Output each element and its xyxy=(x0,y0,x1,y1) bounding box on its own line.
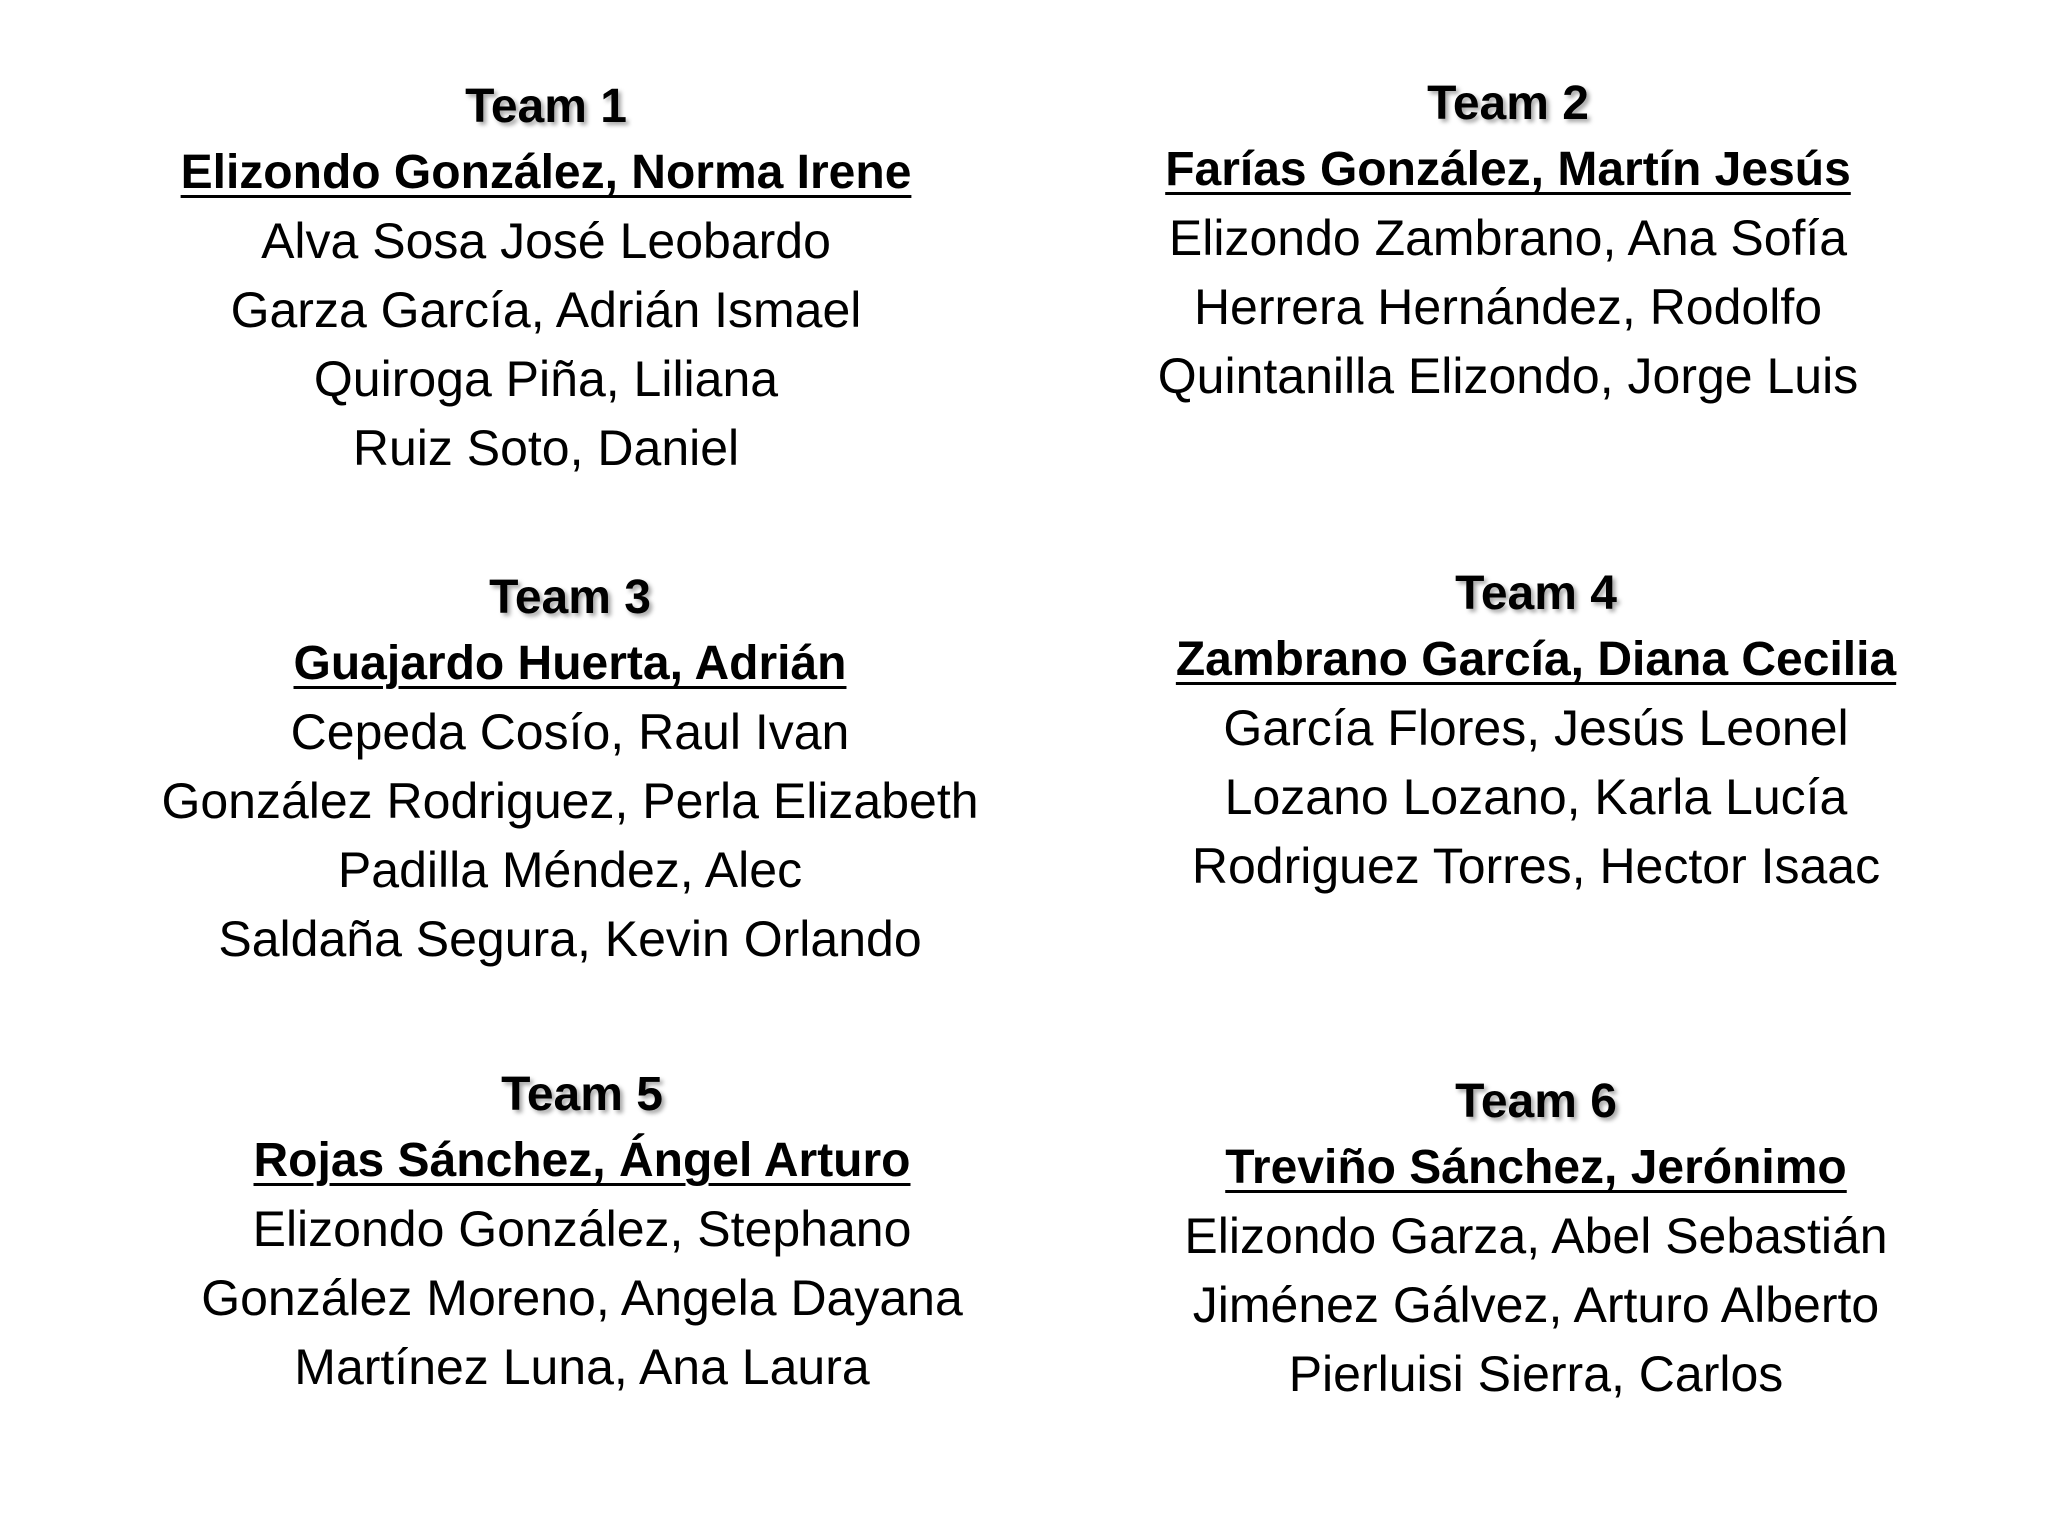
team-member: Quintanilla Elizondo, Jorge Luis xyxy=(1157,348,1859,404)
team-member: Martínez Luna, Ana Laura xyxy=(294,1339,870,1395)
team-title: Team 5 xyxy=(501,1068,663,1121)
team-member: Jiménez Gálvez, Arturo Alberto xyxy=(1192,1277,1880,1333)
team-member: Cepeda Cosío, Raul Ivan xyxy=(290,704,850,760)
team-title: Team 6 xyxy=(1455,1075,1617,1128)
team-member: González Moreno, Angela Dayana xyxy=(201,1270,963,1326)
team-member: Garza García, Adrián Ismael xyxy=(230,282,862,338)
team-member: Rodriguez Torres, Hector Isaac xyxy=(1191,838,1881,894)
team-member: Alva Sosa José Leobardo xyxy=(261,213,831,269)
team-member: Padilla Méndez, Alec xyxy=(337,842,803,898)
team-5-block xyxy=(132,1063,1032,1402)
team-member: Ruiz Soto, Daniel xyxy=(352,420,740,476)
team-title: Team 4 xyxy=(1455,567,1617,620)
team-member: Saldaña Segura, Kevin Orlando xyxy=(218,911,922,967)
team-4-block xyxy=(1086,562,1986,901)
team-leader: Rojas Sánchez, Ángel Arturo xyxy=(253,1134,911,1187)
team-leader: Guajardo Huerta, Adrián xyxy=(293,637,847,690)
team-1-block xyxy=(96,75,996,483)
team-member: Herrera Hernández, Rodolfo xyxy=(1193,279,1823,335)
team-title: Team 1 xyxy=(465,80,627,133)
team-6-block xyxy=(1086,1070,1986,1409)
team-member: Elizondo González, Stephano xyxy=(252,1201,912,1257)
team-leader: Elizondo González, Norma Irene xyxy=(180,146,912,199)
team-member: García Flores, Jesús Leonel xyxy=(1223,700,1849,756)
team-member: Quiroga Piña, Liliana xyxy=(313,351,779,407)
team-2-block xyxy=(1058,72,1958,411)
team-member: Pierluisi Sierra, Carlos xyxy=(1288,1346,1784,1402)
team-3-block xyxy=(120,566,1020,974)
team-leader: Treviño Sánchez, Jerónimo xyxy=(1225,1141,1847,1194)
team-leader: Zambrano García, Diana Cecilia xyxy=(1175,633,1897,686)
team-member: González Rodriguez, Perla Elizabeth xyxy=(161,773,979,829)
team-title: Team 2 xyxy=(1427,77,1589,130)
team-member: Elizondo Zambrano, Ana Sofía xyxy=(1168,210,1848,266)
team-member: Elizondo Garza, Abel Sebastián xyxy=(1184,1208,1888,1264)
team-member: Lozano Lozano, Karla Lucía xyxy=(1224,769,1848,825)
team-leader: Farías González, Martín Jesús xyxy=(1165,143,1851,196)
team-title: Team 3 xyxy=(489,571,651,624)
